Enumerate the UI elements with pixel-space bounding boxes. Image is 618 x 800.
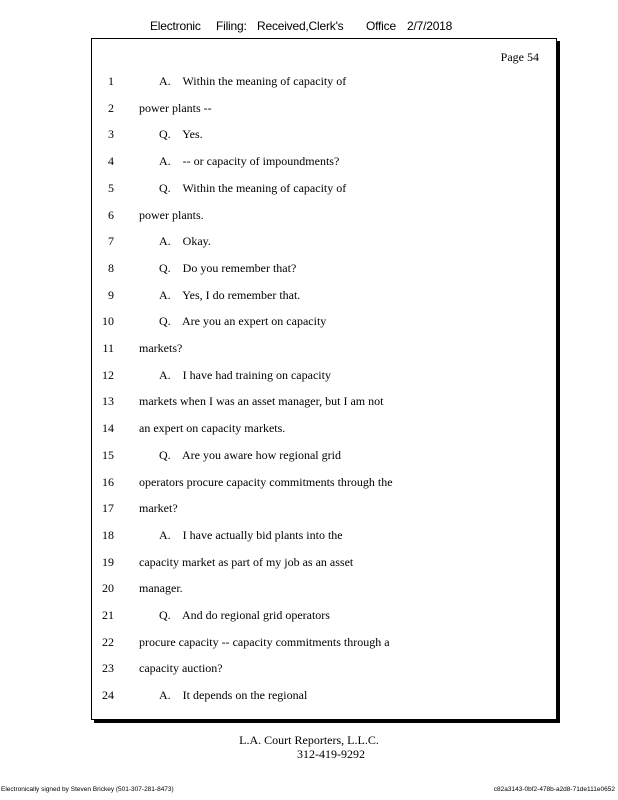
line-number: 17 xyxy=(102,501,114,516)
line-text: Q. Are you aware how regional grid xyxy=(159,447,341,462)
line-text: A. Yes, I do remember that. xyxy=(159,287,301,302)
line-text: operators procure capacity commitments through the xyxy=(139,474,393,489)
transcript-line xyxy=(92,501,556,517)
transcript-line xyxy=(92,475,556,491)
line-text: market? xyxy=(139,501,178,516)
line-text: A. It depends on the regional xyxy=(159,688,308,703)
line-number: 22 xyxy=(102,634,114,649)
transcript-line xyxy=(92,208,556,224)
line-number: 13 xyxy=(102,394,114,409)
line-number: 19 xyxy=(102,554,114,569)
line-text: A. I have actually bid plants into the xyxy=(159,527,343,542)
header-word: Received,Clerk's xyxy=(257,19,344,33)
header-word: 2/7/2018 xyxy=(407,19,453,33)
transcript-line xyxy=(92,127,556,143)
line-text: A. I have had training on capacity xyxy=(159,367,331,382)
transcript-page xyxy=(91,38,557,720)
transcript-line xyxy=(92,421,556,437)
line-number: 5 xyxy=(108,180,114,195)
line-text: manager. xyxy=(139,581,183,596)
line-number: 24 xyxy=(102,688,114,703)
line-text: Q. Do you remember that? xyxy=(159,260,297,275)
transcript-line xyxy=(92,314,556,330)
line-number: 8 xyxy=(108,260,114,275)
line-text: A. -- or capacity of impoundments? xyxy=(159,154,340,169)
signature-right: c82a3143-0bf2-478b-a2d8-71de111e0652 xyxy=(493,786,615,793)
transcript-line xyxy=(92,555,556,571)
line-text: Q. And do regional grid operators xyxy=(159,608,330,622)
line-number: 4 xyxy=(108,154,114,169)
line-number: 15 xyxy=(102,447,114,462)
line-number: 23 xyxy=(102,661,114,676)
line-text: Q. Yes. xyxy=(159,127,203,142)
line-number: 1 xyxy=(108,74,114,88)
line-text: markets when I was an asset manager, but I am not xyxy=(139,394,384,409)
transcript-line xyxy=(92,181,556,197)
transcript-line xyxy=(92,394,556,410)
line-number: 9 xyxy=(108,287,114,302)
line-number: 14 xyxy=(102,421,114,436)
line-number: 11 xyxy=(102,341,114,355)
line-number: 18 xyxy=(102,527,114,542)
transcript-line xyxy=(92,261,556,277)
line-text: capacity market as part of my job as an asset xyxy=(139,554,354,569)
reporter-phone: 312-419-9292 xyxy=(297,747,365,761)
transcript-line xyxy=(92,154,556,170)
transcript-line xyxy=(92,288,556,304)
transcript-line xyxy=(92,448,556,464)
line-number: 2 xyxy=(108,100,114,115)
line-number: 6 xyxy=(108,207,114,222)
line-text: markets? xyxy=(139,341,183,355)
transcript-line xyxy=(92,581,556,597)
transcript-line xyxy=(92,368,556,384)
header-word: Office xyxy=(366,19,396,33)
line-text: power plants -- xyxy=(139,100,212,115)
transcript-line xyxy=(92,341,556,357)
line-number: 20 xyxy=(102,581,114,596)
line-text: A. Within the meaning of capacity of xyxy=(159,74,347,88)
transcript-line xyxy=(92,635,556,651)
header-word: Filing: xyxy=(216,19,247,33)
transcript-line xyxy=(92,528,556,544)
line-text: capacity auction? xyxy=(139,661,223,676)
transcript-line xyxy=(92,661,556,677)
line-number: 7 xyxy=(108,234,114,249)
line-text: power plants. xyxy=(139,207,204,222)
line-number: 21 xyxy=(102,608,114,622)
line-number: 3 xyxy=(108,127,114,142)
transcript-line xyxy=(92,688,556,704)
line-number: 16 xyxy=(102,474,114,489)
transcript-line xyxy=(92,74,556,90)
header-word: Electronic xyxy=(150,19,201,33)
line-text: procure capacity -- capacity commitments through a xyxy=(139,634,390,649)
transcript-line xyxy=(92,101,556,117)
signature-left: Electronically signed by Steven Brickey (501-307-281-8473) xyxy=(1,786,174,793)
transcript-line xyxy=(92,608,556,624)
line-text: Q. Within the meaning of capacity of xyxy=(159,180,347,195)
line-number: 12 xyxy=(102,367,114,382)
reporter-name: L.A. Court Reporters, L.L.C. xyxy=(239,733,379,747)
line-text: Q. Are you an expert on capacity xyxy=(159,314,327,329)
line-text: A. Okay. xyxy=(159,234,211,249)
line-number: 10 xyxy=(102,314,114,329)
page-number: Page 54 xyxy=(500,50,539,64)
transcript-line xyxy=(92,234,556,250)
line-text: an expert on capacity markets. xyxy=(139,421,286,436)
